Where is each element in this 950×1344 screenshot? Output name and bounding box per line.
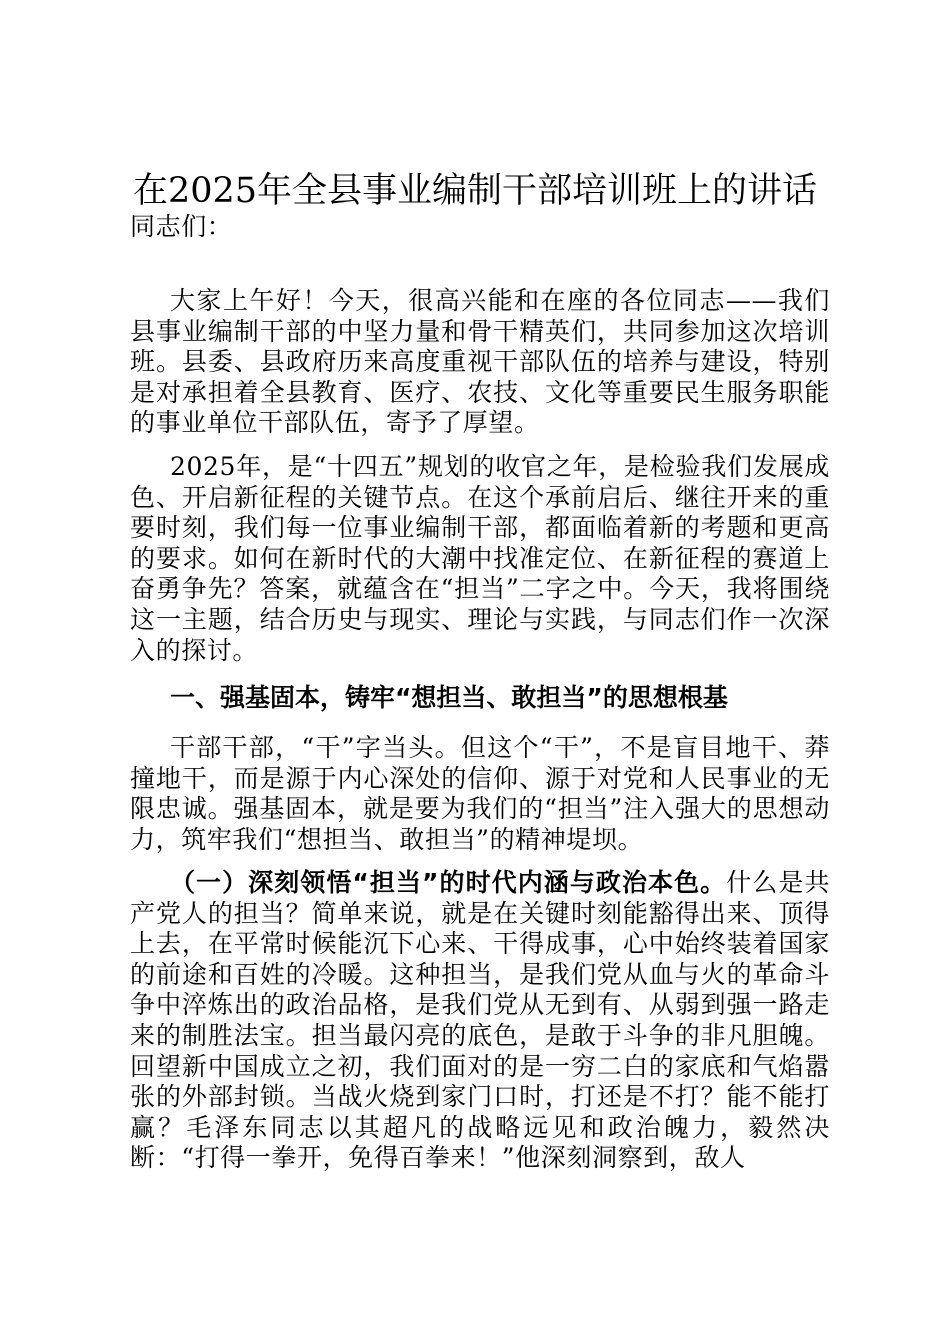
subsection-body: 什么是共产党人的担当？简单来说，就是在关键时刻能豁得出来、顶得上去，在平常时候能沉下心来、干得成事，心中始终装着国家的前途和百姓的冷暖。这种担当，是我们党从血与火的革命斗争中淬炼出的政治品格，是我们党从无到有、从弱到强一路走来的制胜法宝。担当最闪亮的底色，是敢于斗争的非凡胆魄。回望新中国成立之初，我们面对的是一穷二白的家底和气焰嚣张的外部封锁。当战火烧到家门口时，打还是不打？能不能打赢？毛泽东同志以其超凡的战略远见和政治魄力，毅然决断：“打得一拳开，免得百拳来！”他深刻洞察到，敌人 [130,868,830,1173]
document-title: 在2025年全县事业编制干部培训班上的讲话 [132,171,818,211]
subsection-heading: （一）深刻领悟“担当”的时代内涵与政治本色。 [170,868,727,897]
section-heading: 一、强基固本，铸牢“想担当、敢担当”的思想根基 [170,683,728,712]
section-paragraph: 干部干部，“干”字当头。但这个“干”，不是盲目地干、莽撞地干，而是源于内心深处的信仰、源于对党和人民事业的无限忠诚。强基固本，就是要为我们的“担当”注入强大的思想动力，筑牢我们“想担当、敢担当”的精神堤坝。 [130,733,830,854]
paragraph-opening: 大家上午好！今天，很高兴能和在座的各位同志——我们县事业编制干部的中坚力量和骨干精英们，共同参加这次培训班。县委、县政府历来高度重视干部队伍的培养与建设，特别是对承担着全县教育、医疗、农技、文化等重要民生服务职能的事业单位干部队伍，寄予了厚望。 [130,286,830,438]
paragraph-context: 2025年，是“十四五”规划的收官之年，是检验我们发展成色、开启新征程的关键节点。在这个承前启后、继往开来的重要时刻，我们每一位事业编制干部，都面临着新的考题和更高的要求。如何在新时代的大潮中找准定位、在新征程的赛道上奋勇争先？答案，就蕴含在“担当”二字之中。今天，我将围绕这一主题，结合历史与现实、理论与实践，与同志们作一次深入的探讨。 [130,452,830,665]
salutation: 同志们： [130,212,233,241]
subsection-paragraph [130,868,830,1174]
